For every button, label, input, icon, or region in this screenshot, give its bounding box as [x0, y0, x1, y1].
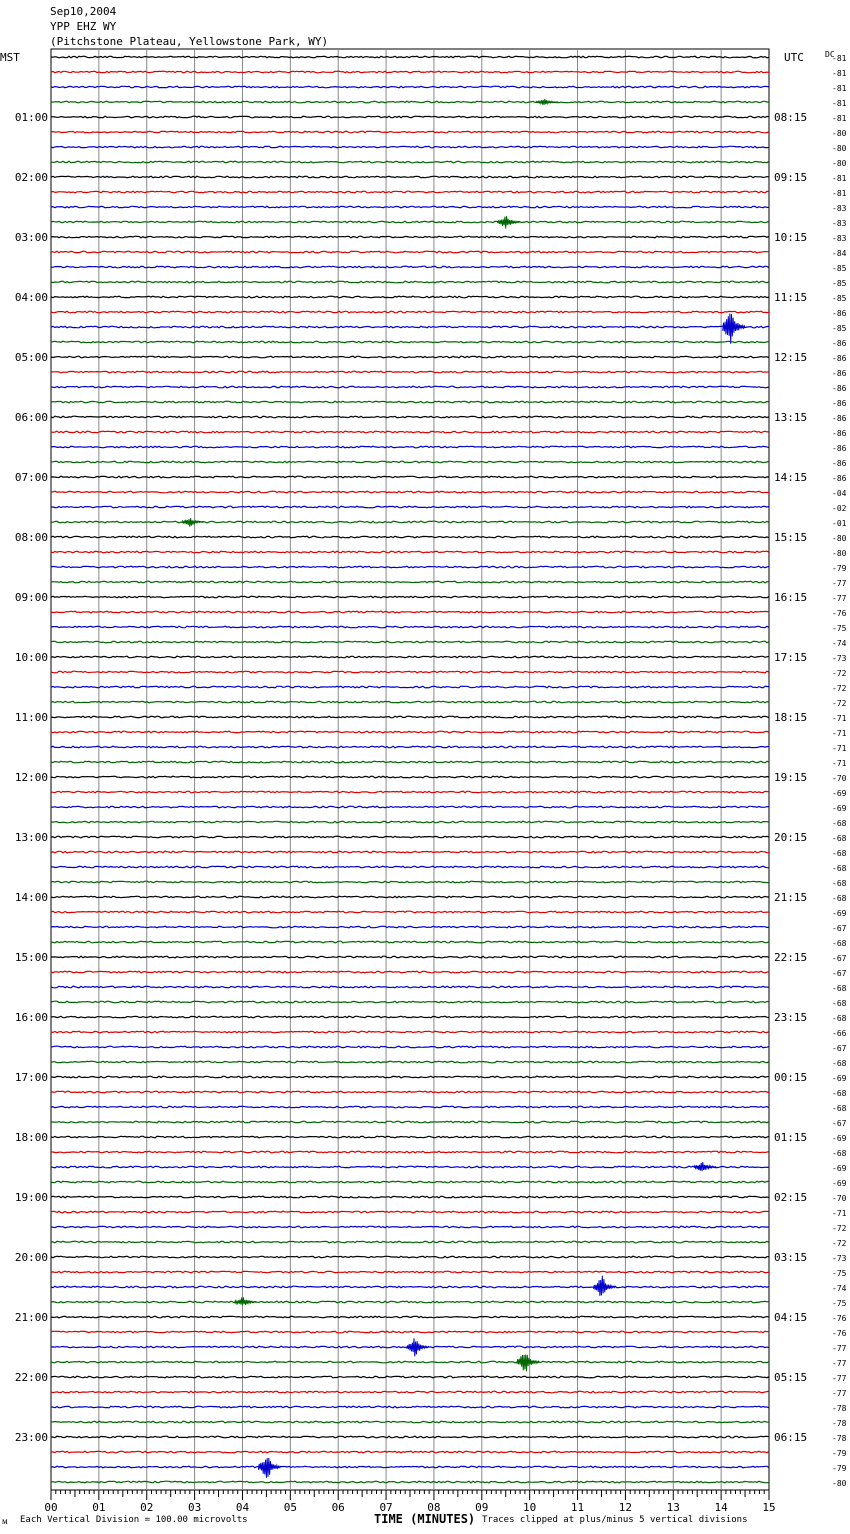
- trace-83: [51, 1286, 769, 1288]
- dc-offset-label: -71: [832, 759, 847, 768]
- trace-78: [51, 1211, 769, 1213]
- dc-offset-label: -68: [832, 834, 847, 843]
- hour-label-utc: 23:15: [774, 1011, 808, 1024]
- trace-81: [51, 1256, 769, 1258]
- hour-label-mst: 23:00: [14, 1431, 48, 1444]
- hour-label-mst: 12:00: [14, 771, 48, 784]
- dc-offset-label: -86: [832, 429, 847, 438]
- dc-offset-label: -68: [832, 999, 847, 1008]
- trace-95: [51, 1466, 769, 1468]
- dc-offset-label: -86: [832, 399, 847, 408]
- trace-23: [51, 386, 769, 388]
- dc-offset-label: -67: [832, 1119, 847, 1128]
- trace-43: [51, 686, 769, 688]
- left-timezone-label: MST: [0, 51, 20, 64]
- dc-offset-label: -71: [832, 714, 847, 723]
- trace-53: [51, 836, 769, 838]
- dc-offset-label: -72: [832, 1224, 847, 1233]
- event-9: [517, 1355, 539, 1372]
- trace-1: [51, 56, 769, 58]
- trace-11: [51, 206, 769, 208]
- trace-45: [51, 716, 769, 718]
- dc-offset-label: -80: [832, 549, 847, 558]
- hour-label-mst: 04:00: [14, 291, 48, 304]
- trace-67: [51, 1046, 769, 1048]
- trace-79: [51, 1226, 769, 1228]
- event-4: [182, 518, 204, 527]
- dc-offset-label: -69: [832, 1179, 847, 1188]
- x-tick-label: 13: [666, 1501, 680, 1514]
- hour-label-utc: 22:15: [774, 951, 808, 964]
- x-tick-label: 08: [427, 1501, 441, 1514]
- dc-offset-label: -66: [832, 1029, 847, 1038]
- dc-offset-label: -69: [832, 1164, 847, 1173]
- hour-label-utc: 18:15: [774, 711, 808, 724]
- dc-offset-label: -81: [832, 69, 847, 78]
- dc-offset-label: -86: [832, 369, 847, 378]
- trace-38: [51, 611, 769, 613]
- trace-33: [51, 536, 769, 538]
- trace-9: [51, 176, 769, 178]
- trace-22: [51, 371, 769, 373]
- dc-offset-label: -68: [832, 939, 847, 948]
- trace-93: [51, 1436, 769, 1438]
- trace-12: [51, 221, 769, 223]
- hour-label-mst: 20:00: [14, 1251, 48, 1264]
- dc-offset-label: -81: [832, 84, 847, 93]
- x-tick-label: 07: [379, 1501, 393, 1514]
- trace-13: [51, 236, 769, 238]
- hour-label-mst: 10:00: [14, 651, 48, 664]
- dc-offset-label: -68: [832, 1059, 847, 1068]
- hour-label-mst: 18:00: [14, 1131, 48, 1144]
- hour-label-utc: 15:15: [774, 531, 808, 544]
- x-tick-label: 05: [283, 1501, 297, 1514]
- trace-26: [51, 431, 769, 433]
- dc-offset-label: -68: [832, 864, 847, 873]
- dc-offset-label: -75: [832, 624, 847, 633]
- dc-offset-label: -75: [832, 1269, 847, 1278]
- trace-70: [51, 1091, 769, 1093]
- dc-offset-label: -68: [832, 879, 847, 888]
- dc-offset-label: -71: [832, 744, 847, 753]
- hour-label-utc: 16:15: [774, 591, 808, 604]
- event-8: [407, 1338, 429, 1356]
- dc-offset-label: -86: [832, 384, 847, 393]
- hour-label-mst: 11:00: [14, 711, 48, 724]
- event-1: [536, 99, 558, 105]
- x-tick-label: 02: [140, 1501, 154, 1514]
- trace-44: [51, 701, 769, 703]
- header-date: Sep10,2004: [50, 5, 117, 18]
- trace-35: [51, 566, 769, 568]
- trace-40: [51, 641, 769, 643]
- dc-offset-label: -74: [832, 1284, 847, 1293]
- event-3: [723, 314, 745, 344]
- trace-48: [51, 761, 769, 763]
- trace-52: [51, 821, 769, 823]
- hour-label-mst: 07:00: [14, 471, 48, 484]
- trace-3: [51, 86, 769, 88]
- dc-offset-label: -67: [832, 954, 847, 963]
- trace-50: [51, 791, 769, 793]
- event-10: [258, 1458, 280, 1478]
- trace-18: [51, 311, 769, 313]
- dc-offset-label: -67: [832, 969, 847, 978]
- dc-offset-label: -77: [832, 1374, 847, 1383]
- trace-5: [51, 116, 769, 118]
- trace-71: [51, 1106, 769, 1108]
- x-tick-label: 03: [187, 1501, 202, 1514]
- trace-21: [51, 356, 769, 358]
- trace-14: [51, 251, 769, 253]
- trace-69: [51, 1076, 769, 1078]
- x-tick-label: 10: [523, 1501, 537, 1514]
- hour-label-utc: 20:15: [774, 831, 808, 844]
- dc-offset-label: -73: [832, 654, 847, 663]
- dc-offset-label: -80: [832, 144, 847, 153]
- x-tick-label: 06: [331, 1501, 345, 1514]
- dc-offset-label: -04: [832, 489, 847, 498]
- dc-offset-label: -86: [832, 459, 847, 468]
- trace-88: [51, 1361, 769, 1363]
- dc-offset-label: -75: [832, 1299, 847, 1308]
- dc-offset-label: -68: [832, 819, 847, 828]
- dc-offset-label: -83: [832, 204, 847, 213]
- trace-51: [51, 806, 769, 808]
- trace-42: [51, 671, 769, 673]
- trace-20: [51, 341, 769, 343]
- hour-label-utc: 11:15: [774, 291, 808, 304]
- x-tick-label: 15: [762, 1501, 776, 1514]
- dc-offset-label: -86: [832, 444, 847, 453]
- hour-label-mst: 03:00: [14, 231, 48, 244]
- trace-84: [51, 1301, 769, 1303]
- trace-37: [51, 596, 769, 598]
- dc-offset-label: -72: [832, 669, 847, 678]
- dc-offset-label: -78: [832, 1434, 847, 1443]
- hour-label-mst: 02:00: [14, 171, 48, 184]
- dc-offset-label: -76: [832, 1314, 847, 1323]
- trace-62: [51, 971, 769, 973]
- dc-offset-label: -77: [832, 1389, 847, 1398]
- hour-label-utc: 06:15: [774, 1431, 808, 1444]
- hour-label-utc: 04:15: [774, 1311, 808, 1324]
- hour-label-mst: 06:00: [14, 411, 48, 424]
- trace-92: [51, 1421, 769, 1423]
- trace-85: [51, 1316, 769, 1318]
- trace-94: [51, 1451, 769, 1453]
- trace-65: [51, 1016, 769, 1018]
- hour-label-mst: 08:00: [14, 531, 48, 544]
- x-tick-label: 12: [618, 1501, 633, 1514]
- trace-55: [51, 866, 769, 868]
- trace-46: [51, 731, 769, 733]
- dc-offset-label: -71: [832, 729, 847, 738]
- dc-header: DC: [825, 50, 835, 59]
- trace-49: [51, 776, 769, 778]
- trace-47: [51, 746, 769, 748]
- dc-offset-label: -68: [832, 1089, 847, 1098]
- dc-offset-label: -83: [832, 234, 847, 243]
- trace-25: [51, 416, 769, 418]
- trace-96: [51, 1481, 769, 1483]
- dc-offset-label: -76: [832, 609, 847, 618]
- hour-label-utc: 05:15: [774, 1371, 808, 1384]
- header-location: (Pitchstone Plateau, Yellowstone Park, WY): [50, 35, 329, 48]
- trace-91: [51, 1406, 769, 1408]
- dc-offset-label: -86: [832, 474, 847, 483]
- trace-75: [51, 1166, 769, 1168]
- trace-7: [51, 146, 769, 148]
- hour-label-mst: 22:00: [14, 1371, 48, 1384]
- dc-offset-label: -83: [832, 219, 847, 228]
- dc-offset-label: -73: [832, 1254, 847, 1263]
- dc-offset-label: -85: [832, 294, 847, 303]
- trace-61: [51, 956, 769, 958]
- event-2: [498, 216, 520, 228]
- dc-offset-label: -68: [832, 1104, 847, 1113]
- trace-8: [51, 161, 769, 163]
- trace-34: [51, 551, 769, 553]
- dc-offset-label: -86: [832, 414, 847, 423]
- dc-offset-label: -71: [832, 1209, 847, 1218]
- trace-6: [51, 131, 769, 133]
- dc-offset-label: -68: [832, 1149, 847, 1158]
- dc-offset-label: -69: [832, 909, 847, 918]
- trace-80: [51, 1241, 769, 1243]
- hour-label-utc: 14:15: [774, 471, 808, 484]
- hour-label-mst: 05:00: [14, 351, 48, 364]
- dc-offset-label: -81: [832, 54, 847, 63]
- hour-label-mst: 14:00: [14, 891, 48, 904]
- trace-60: [51, 941, 769, 943]
- trace-30: [51, 491, 769, 493]
- trace-28: [51, 461, 769, 463]
- trace-73: [51, 1136, 769, 1138]
- hour-label-mst: 16:00: [14, 1011, 48, 1024]
- trace-77: [51, 1196, 769, 1198]
- hour-label-utc: 09:15: [774, 171, 808, 184]
- trace-64: [51, 1001, 769, 1003]
- dc-offset-label: -68: [832, 1014, 847, 1023]
- hour-label-mst: 17:00: [14, 1071, 48, 1084]
- dc-offset-label: -78: [832, 1419, 847, 1428]
- dc-offset-label: -69: [832, 1074, 847, 1083]
- trace-63: [51, 986, 769, 988]
- trace-90: [51, 1391, 769, 1393]
- dc-offset-label: -67: [832, 924, 847, 933]
- hour-label-utc: 02:15: [774, 1191, 808, 1204]
- trace-15: [51, 266, 769, 268]
- dc-offset-label: -67: [832, 1044, 847, 1053]
- trace-31: [51, 506, 769, 508]
- dc-offset-label: -86: [832, 339, 847, 348]
- dc-offset-label: -81: [832, 174, 847, 183]
- trace-2: [51, 71, 769, 73]
- x-tick-label: 04: [235, 1501, 250, 1514]
- dc-offset-label: -70: [832, 1194, 847, 1203]
- trace-24: [51, 401, 769, 403]
- trace-17: [51, 296, 769, 298]
- trace-36: [51, 581, 769, 583]
- dc-offset-label: -85: [832, 264, 847, 273]
- hour-label-utc: 12:15: [774, 351, 808, 364]
- trace-57: [51, 896, 769, 898]
- dc-offset-label: -68: [832, 849, 847, 858]
- dc-offset-label: -79: [832, 1449, 847, 1458]
- event-7: [235, 1297, 257, 1305]
- dc-offset-label: -86: [832, 309, 847, 318]
- dc-offset-label: -77: [832, 1359, 847, 1368]
- dc-offset-label: -72: [832, 699, 847, 708]
- hour-label-utc: 08:15: [774, 111, 808, 124]
- x-axis-title: TIME (MINUTES): [374, 1512, 476, 1526]
- dc-offset-label: -80: [832, 534, 847, 543]
- trace-66: [51, 1031, 769, 1033]
- dc-offset-label: -77: [832, 1344, 847, 1353]
- hour-label-mst: 19:00: [14, 1191, 48, 1204]
- x-tick-label: 00: [44, 1501, 58, 1514]
- dc-offset-label: -80: [832, 1479, 847, 1488]
- header-station: YPP EHZ WY: [50, 20, 117, 33]
- dc-offset-label: -77: [832, 594, 847, 603]
- dc-offset-label: -80: [832, 129, 847, 138]
- event-6: [594, 1276, 616, 1296]
- trace-58: [51, 911, 769, 913]
- hour-label-mst: 21:00: [14, 1311, 48, 1324]
- trace-82: [51, 1271, 769, 1273]
- dc-offset-label: -68: [832, 894, 847, 903]
- trace-41: [51, 656, 769, 658]
- hour-label-utc: 01:15: [774, 1131, 808, 1144]
- hour-label-utc: 21:15: [774, 891, 808, 904]
- corner-mark: ᴍ: [2, 1517, 8, 1527]
- scale-note: Each Vertical Division = 100.00 microvolts: [20, 1515, 248, 1525]
- dc-offset-label: -80: [832, 159, 847, 168]
- dc-offset-label: -81: [832, 99, 847, 108]
- dc-offset-label: -72: [832, 1239, 847, 1248]
- dc-offset-label: -69: [832, 1134, 847, 1143]
- hour-label-utc: 17:15: [774, 651, 808, 664]
- hour-label-utc: 10:15: [774, 231, 808, 244]
- trace-16: [51, 281, 769, 283]
- dc-offset-label: -79: [832, 564, 847, 573]
- trace-4: [51, 101, 769, 103]
- trace-72: [51, 1121, 769, 1123]
- dc-offset-label: -02: [832, 504, 847, 513]
- trace-74: [51, 1151, 769, 1153]
- dc-offset-label: -76: [832, 1329, 847, 1338]
- hour-label-mst: 09:00: [14, 591, 48, 604]
- hour-label-mst: 01:00: [14, 111, 48, 124]
- dc-offset-label: -68: [832, 984, 847, 993]
- dc-offset-label: -74: [832, 639, 847, 648]
- trace-27: [51, 446, 769, 448]
- hour-label-utc: 19:15: [774, 771, 808, 784]
- dc-offset-label: -77: [832, 579, 847, 588]
- trace-89: [51, 1376, 769, 1378]
- x-tick-label: 09: [475, 1501, 489, 1514]
- dc-offset-label: -01: [832, 519, 847, 528]
- trace-19: [51, 326, 769, 328]
- trace-54: [51, 851, 769, 853]
- dc-offset-label: -70: [832, 774, 847, 783]
- dc-offset-label: -79: [832, 1464, 847, 1473]
- trace-29: [51, 476, 769, 478]
- clip-note: Traces clipped at plus/minus 5 vertical divisions: [482, 1515, 748, 1525]
- dc-offset-label: -72: [832, 684, 847, 693]
- trace-56: [51, 881, 769, 883]
- hour-label-mst: 13:00: [14, 831, 48, 844]
- dc-offset-label: -85: [832, 279, 847, 288]
- right-timezone-label: UTC: [784, 51, 804, 64]
- hour-label-utc: 03:15: [774, 1251, 808, 1264]
- trace-68: [51, 1061, 769, 1063]
- dc-offset-label: -81: [832, 189, 847, 198]
- trace-76: [51, 1181, 769, 1183]
- hour-label-utc: 00:15: [774, 1071, 808, 1084]
- dc-offset-label: -69: [832, 789, 847, 798]
- x-tick-label: 01: [92, 1501, 106, 1514]
- plot-frame: [51, 49, 769, 1490]
- trace-10: [51, 191, 769, 193]
- dc-offset-label: -84: [832, 249, 847, 258]
- x-tick-label: 14: [714, 1501, 728, 1514]
- hour-label-utc: 13:15: [774, 411, 808, 424]
- event-5: [694, 1162, 716, 1171]
- dc-offset-label: -78: [832, 1404, 847, 1413]
- trace-39: [51, 626, 769, 628]
- hour-label-mst: 15:00: [14, 951, 48, 964]
- dc-offset-label: -86: [832, 354, 847, 363]
- trace-32: [51, 521, 769, 523]
- trace-86: [51, 1331, 769, 1333]
- trace-59: [51, 926, 769, 928]
- dc-offset-label: -85: [832, 324, 847, 333]
- x-tick-label: 11: [570, 1501, 585, 1514]
- dc-offset-label: -81: [832, 114, 847, 123]
- dc-offset-label: -69: [832, 804, 847, 813]
